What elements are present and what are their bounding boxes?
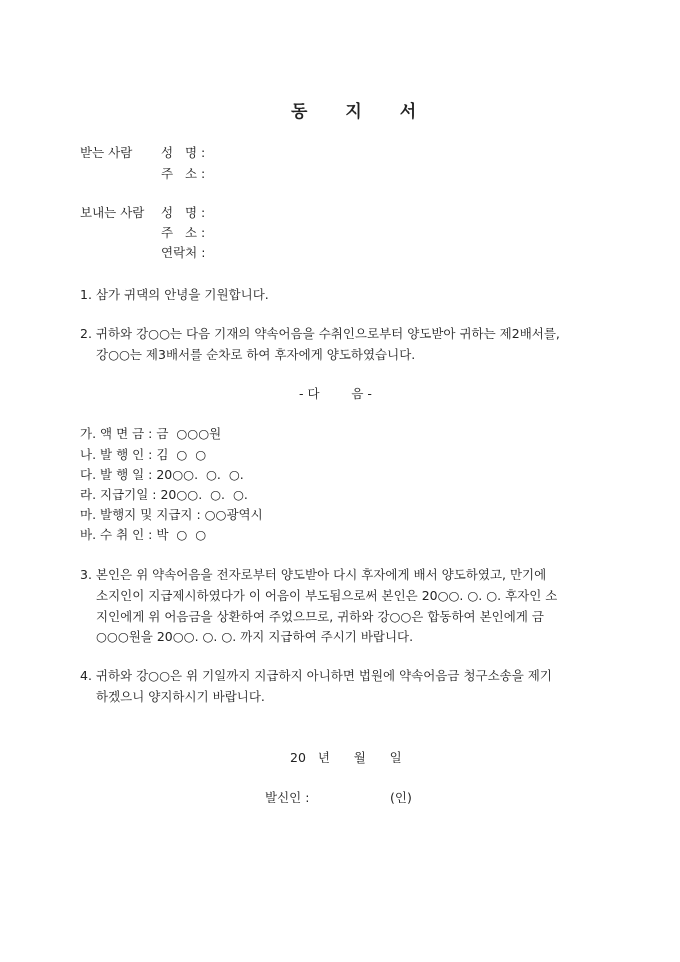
paragraph-3-line-2: 소지인이 지급제시하였다가 이 어음이 부도됨으로써 본인은 20○○. ○. ○. 후자인 소: [96, 588, 558, 603]
recipient-label: 받는 사람: [80, 145, 133, 160]
item-face-amount: 가. 액 면 금 : 금 ○○○원: [80, 426, 222, 441]
sender-label: 보내는 사람: [80, 205, 145, 220]
item-payment-date: 라. 지급기일 : 20○○. ○. ○.: [80, 487, 248, 502]
seal-mark: (인): [390, 790, 412, 805]
title-char-2: 지: [345, 102, 362, 122]
item-issuer: 나. 발 행 인 : 김 ○ ○: [80, 447, 207, 462]
paragraph-4-line-2: 하겠으니 양지하시기 바랍니다.: [96, 689, 265, 704]
title-char-1: 동: [291, 102, 308, 122]
document-title: [291, 97, 416, 122]
sender-contact-label: 연락처 :: [161, 245, 206, 260]
paragraph-1: 1. 삼가 귀댁의 안녕을 기원합니다.: [80, 287, 269, 302]
paragraph-3-line-1: 3. 본인은 위 약속어음을 전자로부터 양도받아 다시 후자에게 배서 양도하였고, 만기에: [80, 567, 547, 582]
paragraph-2-line-1: 2. 귀하와 강○○는 다음 기재의 약속어음을 수취인으로부터 양도받아 귀하는 제2배서를,: [80, 326, 560, 341]
item-issue-date: 다. 발 행 일 : 20○○. ○. ○.: [80, 467, 244, 482]
date-line: 20 년 월 일: [290, 750, 402, 765]
paragraph-3-line-4: ○○○원을 20○○. ○. ○. 까지 지급하여 주시기 바랍니다.: [96, 629, 414, 644]
paragraph-2-line-2: 강○○는 제3배서를 순차로 하여 후자에게 양도하였습니다.: [96, 347, 416, 362]
recipient-address-label: 주 소 :: [161, 166, 206, 181]
title-char-3: 서: [399, 102, 417, 122]
sender-address-label: 주 소 :: [161, 225, 206, 240]
paragraph-3-line-3: 지인에게 위 어음금을 상환하여 주었으므로, 귀하와 강○○은 합동하여 본인에게 금: [96, 609, 544, 624]
recipient-name-label: 성 명 :: [161, 145, 206, 160]
sender-name-label: 성 명 :: [161, 205, 206, 220]
paragraph-4-line-1: 4. 귀하와 강○○은 위 기일까지 지급하지 아니하면 법원에 약속어음금 청구소송을 제기: [80, 668, 552, 683]
item-payee: 바. 수 취 인 : 박 ○ ○: [80, 527, 207, 542]
item-place: 마. 발행지 및 지급지 : ○○광역시: [80, 507, 263, 522]
sender-signature-label: 발신인 :: [265, 790, 310, 805]
section-separator: - 다 음 -: [299, 386, 372, 401]
